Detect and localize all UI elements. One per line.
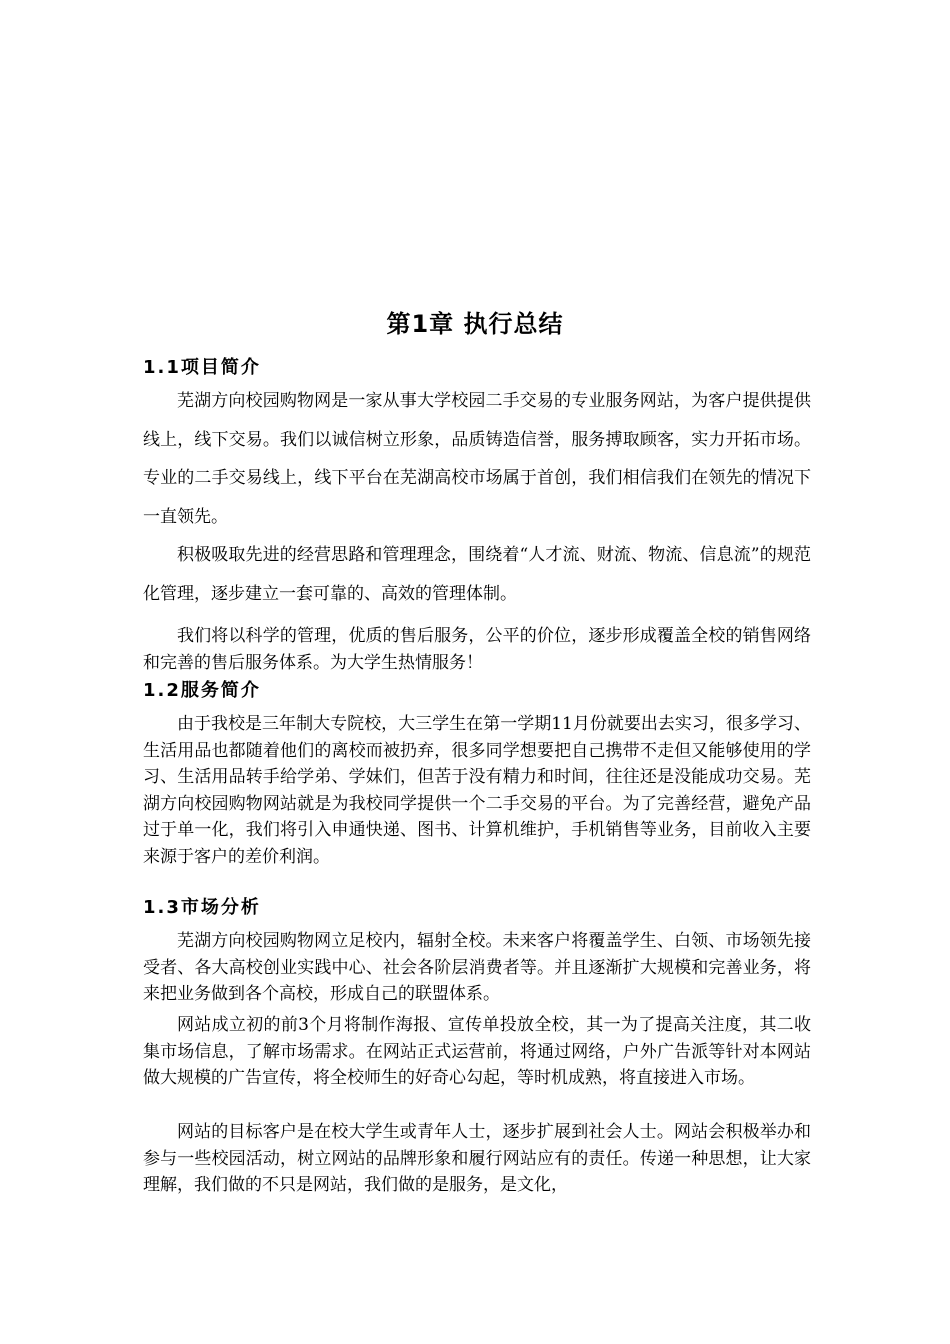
paragraph-1-3-1: 芜湖方向校园购物网立足校内，辐射全校。未来客户将覆盖学生、白领、市场领先接受者、各大高校创业实践中心、社会各阶层消费者等。并且逐渐扩大规模和完善业务，将来把业务做到各个高校，形成自己的联盟体系。 [143, 931, 811, 1004]
paragraph-1-3-3: 网站的目标客户是在校大学生或青年人士，逐步扩展到社会人士。网站会积极举办和参与一些校园活动，树立网站的品牌形象和履行网站应有的责任。传递一种思想，让大家理解，我们做的不只是网站，我们做的是服务，是文化， [143, 1122, 811, 1195]
paragraph-1-1-2: 积极吸取先进的经营思路和管理理念，围绕着“人才流、财流、物流、信息流”的规范化管理，逐步建立一套可靠的、高效的管理体制。 [143, 545, 811, 604]
paragraph-1-1-3: 我们将以科学的管理，优质的售后服务，公平的价位，逐步形成覆盖全校的销售网络和完善的售后服务体系。为大学生热情服务！ [143, 626, 811, 673]
section-heading-1-2: 1.2服务简介 [143, 680, 261, 701]
section-heading-1-3: 1.3市场分析 [143, 897, 261, 918]
section-heading-1-1: 1.1项目简介 [143, 357, 261, 378]
paragraph-1-1-1: 芜湖方向校园购物网是一家从事大学校园二手交易的专业服务网站，为客户提供提供线上，线下交易。我们以诚信树立形象，品质铸造信誉，服务搏取顾客，实力开拓市场。专业的二手交易线上，线下平台在芜湖高校市场属于首创，我们相信我们在领先的情况下一直领先。 [143, 391, 811, 527]
paragraph-1-2-1: 由于我校是三年制大专院校，大三学生在第一学期11月份就要出去实习，很多学习、生活用品也都随着他们的离校而被扔弃，很多同学想要把自己携带不走但又能够使用的学习、生活用品转手给学弟、学妹们，但苦于没有精力和时间，往往还是没能成功交易。芜湖方向校园购物网站就是为我校同学提供一个二手交易的平台。为了完善经营，避免产品过于单一化，我们将引入申通快递、图书、计算机维护，手机销售等业务，目前收入主要来源于客户的差价利润。 [143, 714, 811, 867]
chapter-title: 第1章 执行总结 [386, 310, 564, 338]
paragraph-1-3-2: 网站成立初的前3个月将制作海报、宣传单投放全校，其一为了提高关注度，其二收集市场信息，了解市场需求。在网站正式运营前，将通过网络，户外广告派等针对本网站做大规模的广告宣传，将全校师生的好奇心勾起，等时机成熟，将直接进入市场。 [143, 1015, 811, 1088]
